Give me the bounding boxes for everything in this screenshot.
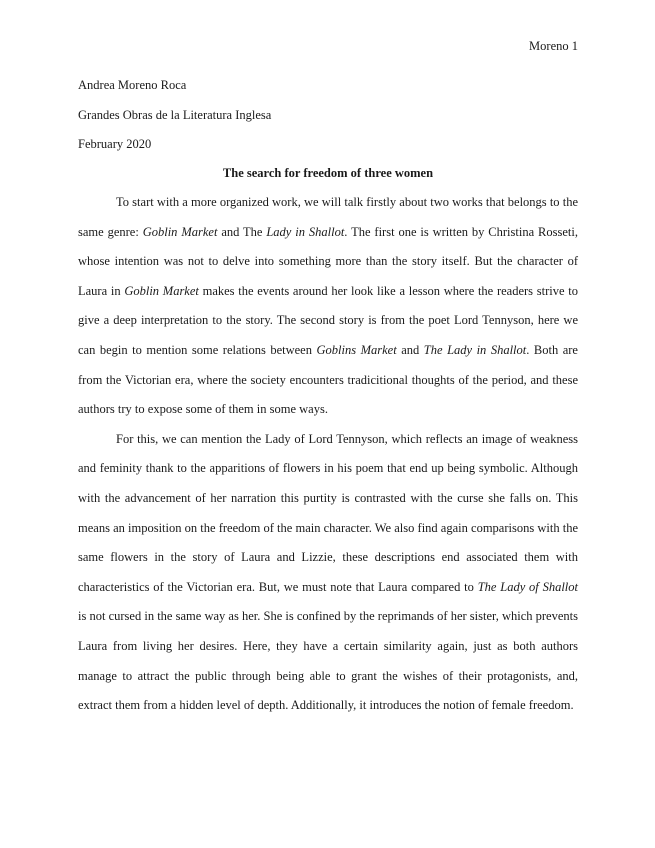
paragraph (78, 188, 578, 425)
work-title: Goblin Market (142, 224, 218, 239)
essay-title: The search for freedom of three women (222, 166, 434, 180)
text-segment: . The first one is written by Christina Rosseti, whose intention was not to delve into something more than the story itself. But the character of Laura in (78, 224, 578, 298)
running-head: Moreno 1 (529, 39, 578, 53)
work-title: Goblin Market (124, 283, 199, 298)
text-segment: . Both are from the Victorian era, where the society encounters tradicitional thoughts of the period, and these authors try to expose some of them in some ways. (78, 342, 578, 417)
date: February 2020 (78, 137, 152, 151)
text-segment: To start with a more organized work, we will talk firstly about two works that belongs to the same genre: (78, 195, 578, 239)
work-title: The Lady of Shallot (477, 579, 578, 594)
text-segment: is not cursed in the same way as her. She is confined by the reprimands of her sister, which prevents Laura from living her desires. Here, they have a certain similarity again, just as both authors manage to attract the public through being able to grant the wishes of their protagonists, and, extract them from a hidden level of depth. Additionally, it introduces the notion of female freedom. (78, 609, 578, 713)
text-segment: For this, we can mention the Lady of Lord Tennyson, which reflects an image of weakness and feminity thank to the apparitions of flowers in his poem that end up being symbolic. Although with the advancement of her narration this purtity is contrasted with the curse she falls on. This means an imposition on the freedom of the main character. We also find again comparisons with the same flowers in the story of Laura and Lizzie, these descriptions end associated them with characteristics of the Victorian era. But, we must note that Laura compared to (78, 431, 578, 594)
paragraph (78, 425, 578, 721)
work-title: The Lady in Shallot (423, 342, 527, 357)
text-segment: and (396, 342, 424, 357)
text-segment: and The (217, 224, 267, 239)
essay-body (78, 188, 578, 721)
author-name: Andrea Moreno Roca (78, 78, 187, 92)
work-title: Lady in Shallot (266, 224, 345, 239)
course-name: Grandes Obras de la Literatura Inglesa (78, 108, 272, 122)
text-segment: makes the events around her look like a lesson where the readers strive to give a deep interpretation to the story. The second story is from the poet Lord Tennyson, here we can begin to mention some relations between (78, 283, 578, 357)
work-title: Goblins Market (316, 342, 397, 357)
